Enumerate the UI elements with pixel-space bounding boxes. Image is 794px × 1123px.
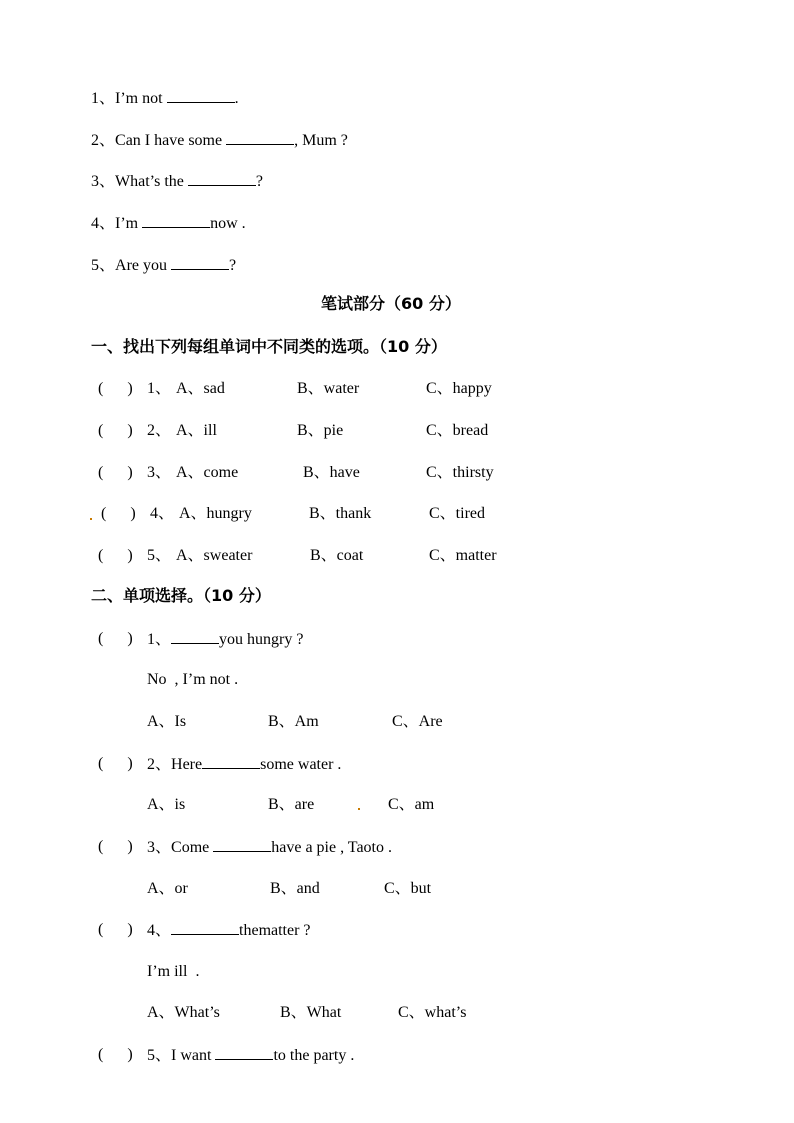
reply-text: No , I’m not . bbox=[147, 671, 239, 688]
listening-item-4 bbox=[91, 213, 246, 234]
option-b: B、pie bbox=[297, 422, 344, 439]
option-a: A、What’s bbox=[147, 1004, 220, 1021]
option-c: C、tired bbox=[429, 505, 485, 522]
separator: 、 bbox=[155, 422, 172, 439]
item-text: some water . bbox=[260, 756, 342, 773]
option-c: C、am bbox=[388, 796, 435, 813]
answer-paren[interactable]: ( ) bbox=[98, 464, 133, 481]
question-text bbox=[147, 837, 392, 858]
question-text bbox=[147, 920, 311, 941]
option-b: B、Am bbox=[268, 713, 319, 730]
answer-blank[interactable] bbox=[226, 130, 294, 145]
item-number: 1 bbox=[147, 631, 155, 648]
item-number: 2 bbox=[147, 756, 155, 773]
section1-title: 一、找出下列每组单词中不同类的选项。（10 分） bbox=[91, 337, 447, 356]
item-text: have a pie , Taoto . bbox=[271, 839, 392, 856]
separator: 、 bbox=[99, 132, 116, 149]
stray-mark bbox=[358, 808, 360, 810]
item-number: 4 bbox=[91, 215, 99, 232]
section2-title: 二、单项选择。（10 分） bbox=[91, 586, 271, 605]
question-text bbox=[147, 754, 341, 775]
item-text: Are you bbox=[115, 257, 171, 274]
option-c: C、bread bbox=[426, 422, 489, 439]
option-b: B、thank bbox=[309, 505, 372, 522]
answer-blank[interactable] bbox=[213, 837, 271, 852]
option-c: C、thirsty bbox=[426, 464, 494, 481]
item-number: 2 bbox=[147, 422, 155, 439]
answer-paren[interactable]: ( ) bbox=[98, 755, 133, 772]
item-text: . bbox=[234, 90, 239, 107]
item-text: What’s the bbox=[115, 173, 188, 190]
separator: 、 bbox=[155, 756, 172, 773]
question-text bbox=[147, 629, 303, 650]
separator: 、 bbox=[155, 1047, 172, 1064]
option-a: A、is bbox=[147, 796, 186, 813]
question-text bbox=[147, 1045, 354, 1066]
item-number: 5 bbox=[147, 1047, 155, 1064]
separator: 、 bbox=[99, 257, 116, 274]
question-number bbox=[147, 379, 171, 399]
separator: 、 bbox=[155, 547, 172, 564]
item-number: 3 bbox=[147, 839, 155, 856]
option-b: B、have bbox=[303, 464, 360, 481]
listening-item-3 bbox=[91, 171, 263, 192]
question-number bbox=[147, 421, 171, 441]
item-number: 3 bbox=[91, 173, 99, 190]
listening-item-1 bbox=[91, 88, 239, 109]
item-text: ? bbox=[255, 173, 263, 190]
item-text: ? bbox=[229, 257, 237, 274]
listening-item-2 bbox=[91, 130, 348, 151]
item-number: 4 bbox=[147, 922, 155, 939]
answer-blank[interactable] bbox=[142, 213, 210, 228]
answer-paren[interactable]: ( ) bbox=[98, 422, 133, 439]
option-a: A、sweater bbox=[176, 547, 253, 564]
separator: 、 bbox=[155, 631, 172, 648]
option-a: A、come bbox=[176, 464, 239, 481]
item-number: 5 bbox=[147, 547, 155, 564]
option-c: C、happy bbox=[426, 380, 492, 397]
item-number: 4 bbox=[150, 505, 158, 522]
answer-blank[interactable] bbox=[188, 171, 256, 186]
answer-paren[interactable]: ( ) bbox=[101, 505, 136, 522]
item-text: you hungry ? bbox=[219, 631, 304, 648]
option-b: B、water bbox=[297, 380, 360, 397]
answer-blank[interactable] bbox=[171, 629, 219, 644]
option-a: A、Is bbox=[147, 713, 187, 730]
option-b: B、What bbox=[280, 1004, 342, 1021]
separator: 、 bbox=[155, 380, 172, 397]
item-number: 3 bbox=[147, 464, 155, 481]
separator: 、 bbox=[155, 839, 172, 856]
stray-mark bbox=[90, 518, 92, 520]
separator: 、 bbox=[158, 505, 175, 522]
item-text: , Mum ? bbox=[294, 132, 348, 149]
item-text: to the party . bbox=[273, 1047, 355, 1064]
answer-blank[interactable] bbox=[171, 255, 229, 270]
item-text: now . bbox=[210, 215, 246, 232]
item-text: Here bbox=[171, 756, 203, 773]
answer-blank[interactable] bbox=[171, 920, 239, 935]
listening-item-5 bbox=[91, 255, 236, 276]
item-text: Come bbox=[171, 839, 214, 856]
option-b: B、and bbox=[270, 880, 320, 897]
option-c: C、what’s bbox=[398, 1004, 467, 1021]
separator: 、 bbox=[155, 464, 172, 481]
item-text: Can I have some bbox=[115, 132, 227, 149]
option-a: A、hungry bbox=[179, 505, 252, 522]
option-c: C、matter bbox=[429, 547, 497, 564]
separator: 、 bbox=[99, 90, 116, 107]
answer-paren[interactable]: ( ) bbox=[98, 838, 133, 855]
question-number bbox=[147, 463, 171, 483]
answer-blank[interactable] bbox=[215, 1045, 273, 1060]
separator: 、 bbox=[155, 922, 172, 939]
item-number: 2 bbox=[91, 132, 99, 149]
option-b: B、coat bbox=[310, 547, 364, 564]
item-number: 1 bbox=[91, 90, 99, 107]
reply-text: I’m ill . bbox=[147, 963, 200, 980]
option-a: A、ill bbox=[176, 422, 217, 439]
option-a: A、sad bbox=[176, 380, 225, 397]
option-c: C、but bbox=[384, 880, 432, 897]
item-text: I’m not bbox=[115, 90, 167, 107]
separator: 、 bbox=[99, 173, 116, 190]
item-text: thematter ? bbox=[239, 922, 311, 939]
answer-blank[interactable] bbox=[167, 88, 235, 103]
answer-paren[interactable]: ( ) bbox=[98, 380, 133, 397]
item-text: I want bbox=[171, 1047, 216, 1064]
option-c: C、Are bbox=[392, 713, 443, 730]
answer-paren[interactable]: ( ) bbox=[98, 1046, 133, 1063]
item-number: 1 bbox=[147, 380, 155, 397]
answer-paren[interactable]: ( ) bbox=[98, 630, 133, 647]
answer-paren[interactable]: ( ) bbox=[98, 547, 133, 564]
item-number: 5 bbox=[91, 257, 99, 274]
separator: 、 bbox=[99, 215, 116, 232]
question-number bbox=[150, 504, 174, 524]
option-b: B、are bbox=[268, 796, 315, 813]
answer-blank[interactable] bbox=[202, 754, 260, 769]
question-number bbox=[147, 546, 171, 566]
option-a: A、or bbox=[147, 880, 188, 897]
answer-paren[interactable]: ( ) bbox=[98, 921, 133, 938]
written-part-title: 笔试部分（60 分） bbox=[321, 294, 461, 313]
item-text: I’m bbox=[115, 215, 143, 232]
